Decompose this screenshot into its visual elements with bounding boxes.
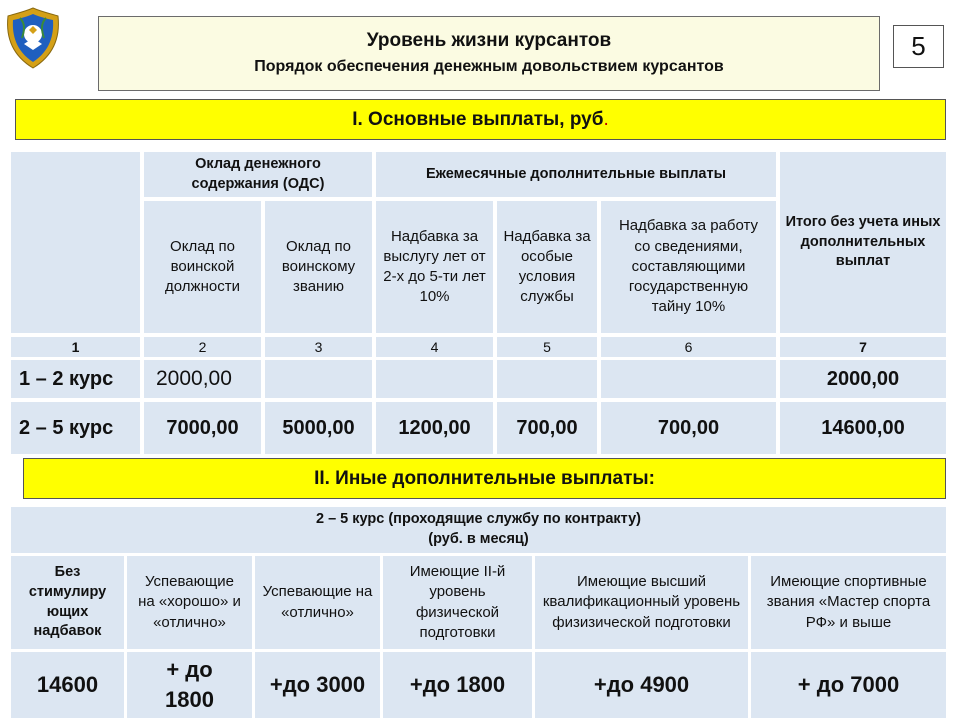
table1-group-ods: Оклад денежного содержания (ОДС) (144, 152, 372, 197)
table1-group-monthly: Ежемесячные дополнительные выплаты (376, 152, 776, 197)
table1-cell: 7000,00 (144, 402, 261, 454)
academy-emblem-icon (2, 4, 64, 72)
table2-header-line1: 2 – 5 курс (проходящие службу по контракту) (316, 511, 641, 528)
table2-col-header: Без стимулиру ющих надбавок (11, 556, 124, 649)
table1-corner-cell (11, 152, 140, 333)
table2-header (11, 507, 946, 553)
table1-cell: 5000,00 (265, 402, 372, 454)
table2-value: +до 4900 (535, 652, 748, 718)
table1-row-label: 1 – 2 курс (11, 360, 140, 398)
table1-subheader: Надбавка за особые условия службы (497, 201, 597, 333)
table1-col-number: 1 (11, 337, 140, 357)
table2-col-header: Имеющие II-й уровень физической подготовки (383, 556, 532, 649)
table2-value: +до 3000 (255, 652, 380, 718)
table1-col-number: 6 (601, 337, 776, 357)
table1-row-label: 2 – 5 курс (11, 402, 140, 454)
table1-subheader: Надбавка за работу со сведениями, составляющими государственную тайну 10% (601, 201, 776, 333)
table2-header-line2: (руб. в месяц) (428, 531, 529, 547)
section-2-heading: II. Иные дополнительные выплаты: (23, 458, 946, 499)
page-subtitle: Порядок обеспечения денежным довольствием курсантов (254, 58, 724, 75)
table1-col-number: 4 (376, 337, 493, 357)
table1-cell: 700,00 (497, 402, 597, 454)
table1-total-header: Итого без учета иных дополнительных выплат (780, 152, 946, 333)
section-1-heading (15, 99, 946, 140)
table2-col-header: Имеющие спортивные звания «Мастер спорта РФ» и выше (751, 556, 946, 649)
table1-col-number: 3 (265, 337, 372, 357)
section-1-title-dot: . (603, 109, 609, 130)
table1-subheader: Оклад по воинскому званию (265, 201, 372, 333)
table2-col-header: Успевающие на «хорошо» и «отлично» (127, 556, 252, 649)
table1-cell (265, 360, 372, 398)
table2-value: 14600 (11, 652, 124, 718)
table1-subheader: Оклад по воинской должности (144, 201, 261, 333)
table1-col-number: 2 (144, 337, 261, 357)
table1-cell (376, 360, 493, 398)
table2-value: + до 7000 (751, 652, 946, 718)
table1-col-number: 7 (780, 337, 946, 357)
table2-col-header: Успевающие на «отлично» (255, 556, 380, 649)
section-1-title: I. Основные выплаты, руб (352, 109, 604, 130)
table1-total-cell: 2000,00 (780, 360, 946, 398)
table1-cell (497, 360, 597, 398)
title-box (98, 16, 880, 91)
table1-cell: 1200,00 (376, 402, 493, 454)
table1-subheader: Надбавка за выслугу лет от 2-х до 5-ти лет 10% (376, 201, 493, 333)
table2-value: + до 1800 (127, 652, 252, 718)
page-title: Уровень жизни курсантов (366, 30, 612, 51)
table1-total-cell: 14600,00 (780, 402, 946, 454)
table2-col-header: Имеющие высший квалификационный уровень физизической подготовки (535, 556, 748, 649)
table2-value: +до 1800 (383, 652, 532, 718)
table1-cell (601, 360, 776, 398)
table1-cell: 2000,00 (144, 360, 261, 398)
table1-col-number: 5 (497, 337, 597, 357)
page-number: 5 (893, 25, 944, 68)
table1-cell: 700,00 (601, 402, 776, 454)
